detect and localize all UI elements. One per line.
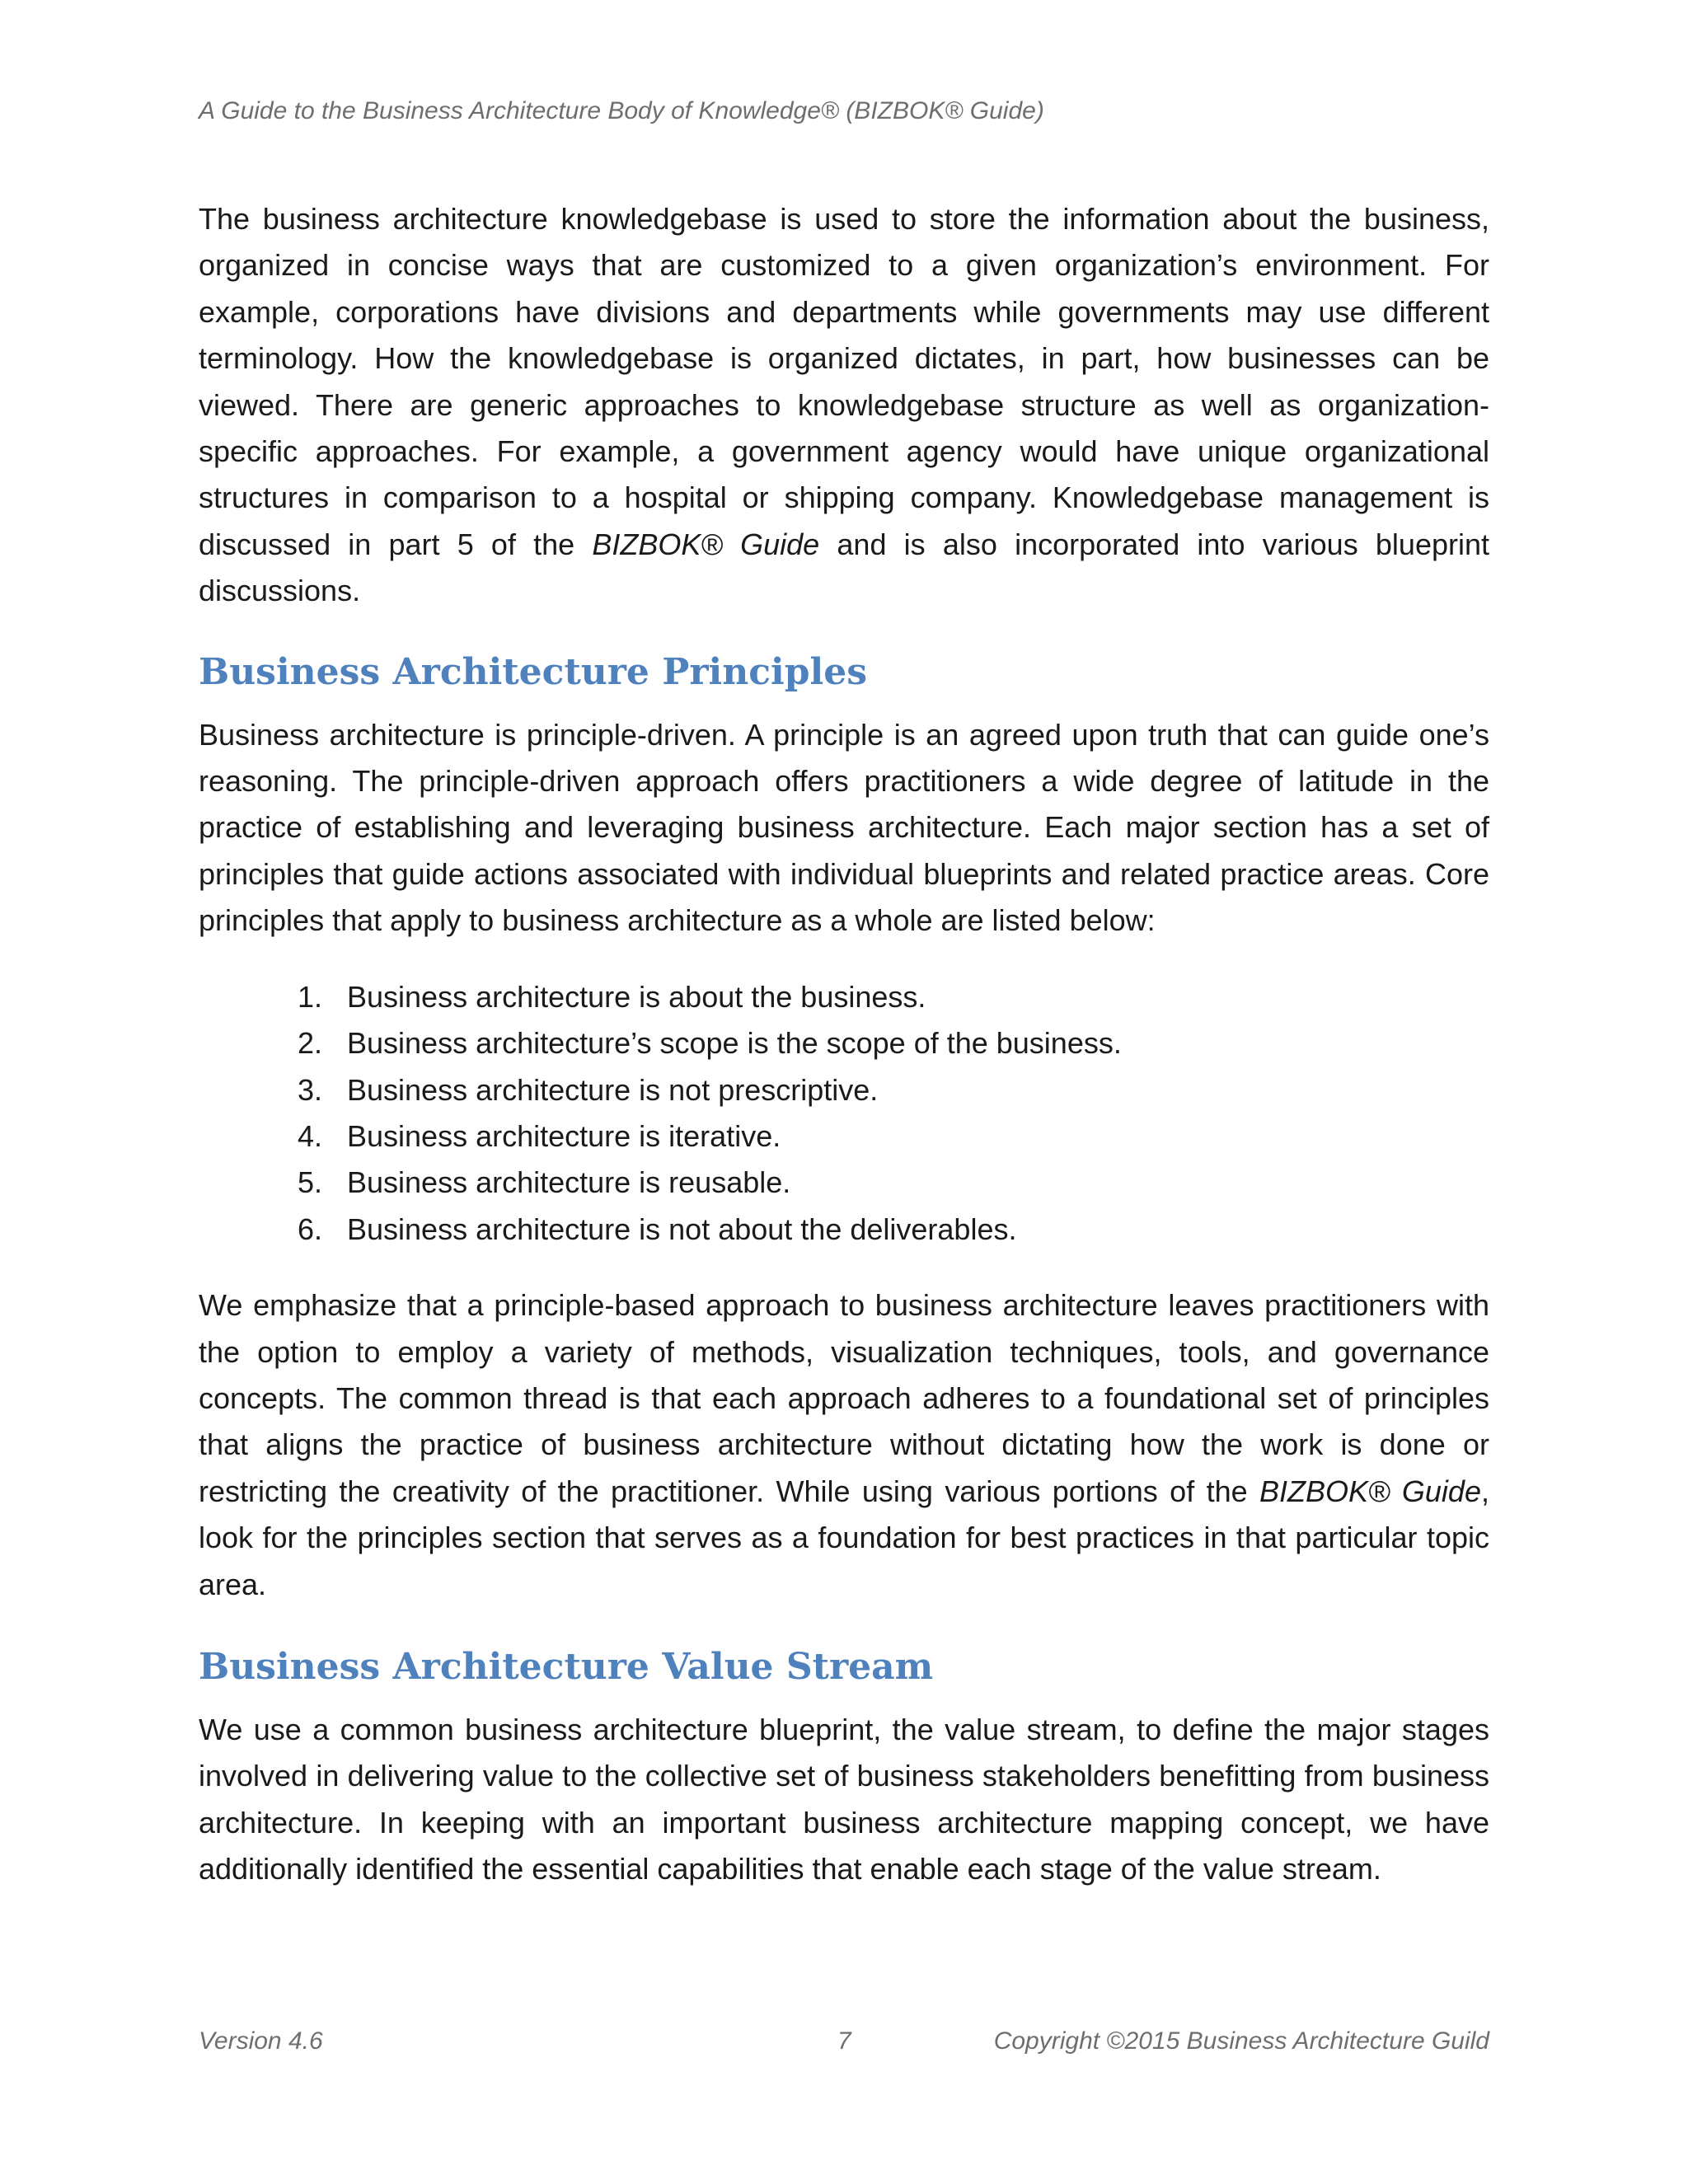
list-item <box>199 1113 1489 1160</box>
list-item-number: 3. <box>297 1072 322 1107</box>
list-item <box>199 974 1489 1020</box>
list-item-number: 1. <box>297 979 322 1014</box>
list-item-text: Business architecture is not about the deliverables. <box>347 1212 1017 1246</box>
running-header: A Guide to the Business Architecture Body of Knowledge® (BIZBOK® Guide) <box>199 97 1044 124</box>
paragraph-text: , look for the principles section that serves as a foundation for best practices in that particular topic area. <box>199 1474 1489 1601</box>
list-item-number: 4. <box>297 1118 322 1153</box>
footer-version: Version 4.6 <box>199 2027 323 2055</box>
paragraph-text: and is also incorporated into various blueprint discussions. <box>199 527 1489 608</box>
paragraph-principles-closing <box>199 1282 1489 1608</box>
page-content <box>199 196 1489 1893</box>
list-item-number: 5. <box>297 1165 322 1200</box>
paragraph-principles-intro: Business architecture is principle-driven. A principle is an agreed upon truth that can guide one’s reasoning. The principle-driven approach offers practitioners a wide degree of latitude in the practice of establishing and leveraging business architecture. Each major section has a set of principles that guide actions associated with individual blueprints and related practice areas. Core principles that apply to business architecture as a whole are listed below: <box>199 717 1489 938</box>
paragraph-text: The business architecture knowledgebase is used to store the information about the business, organized in concise ways that are customized to a given organization’s environment. For example, corporations have divisions and departments while governments may use different terminology. How the knowledgebase is organized dictates, in part, how businesses can be viewed. There are generic approaches to knowledgebase structure as well as organization-specific approaches. For example, a government agency would have unique organizational structures in comparison to a hospital or shipping company. Knowledgebase management is discussed in part 5 of the <box>199 202 1489 561</box>
section-heading-principles: Business Architecture Principles <box>199 650 867 693</box>
principles-list <box>199 974 1489 1253</box>
list-item-text: Business architecture is reusable. <box>347 1165 791 1200</box>
list-item-text: Business architecture is about the business. <box>347 979 926 1014</box>
section-heading-value-stream: Business Architecture Value Stream <box>199 1645 934 1688</box>
list-item-number: 2. <box>297 1026 322 1061</box>
footer-copyright: Copyright ©2015 Business Architecture Guild <box>993 2027 1489 2055</box>
footer-page-number: 7 <box>837 2027 851 2055</box>
list-item <box>199 1067 1489 1113</box>
book-title-italic: BIZBOK® Guide <box>1259 1474 1481 1508</box>
paragraph-text: We emphasize that a principle-based approach to business architecture leaves practitioners with the option to employ a variety of methods, visualization techniques, tools, and governance concepts. The common thread is that each approach adheres to a foundational set of principles that aligns the practice of business architecture without dictating how the work is done or restricting the creativity of the practitioner. While using various portions of the <box>199 1288 1489 1508</box>
paragraph-knowledgebase <box>199 196 1489 615</box>
list-item-number: 6. <box>297 1212 322 1246</box>
list-item-text: Business architecture is iterative. <box>347 1118 781 1153</box>
list-item <box>199 1160 1489 1206</box>
list-item <box>199 1020 1489 1066</box>
list-item-text: Business architecture is not prescriptive. <box>347 1072 879 1107</box>
list-item-text: Business architecture’s scope is the scope of the business. <box>347 1026 1122 1061</box>
list-item <box>199 1207 1489 1253</box>
paragraph-value-stream: We use a common business architecture blueprint, the value stream, to define the major stages involved in delivering value to the collective set of business stakeholders benefitting from business architecture. In keeping with an important business architecture mapping concept, we have additionally identified the essential capabilities that enable each stage of the value stream. <box>199 1712 1489 1886</box>
book-title-italic: BIZBOK® Guide <box>592 527 820 561</box>
